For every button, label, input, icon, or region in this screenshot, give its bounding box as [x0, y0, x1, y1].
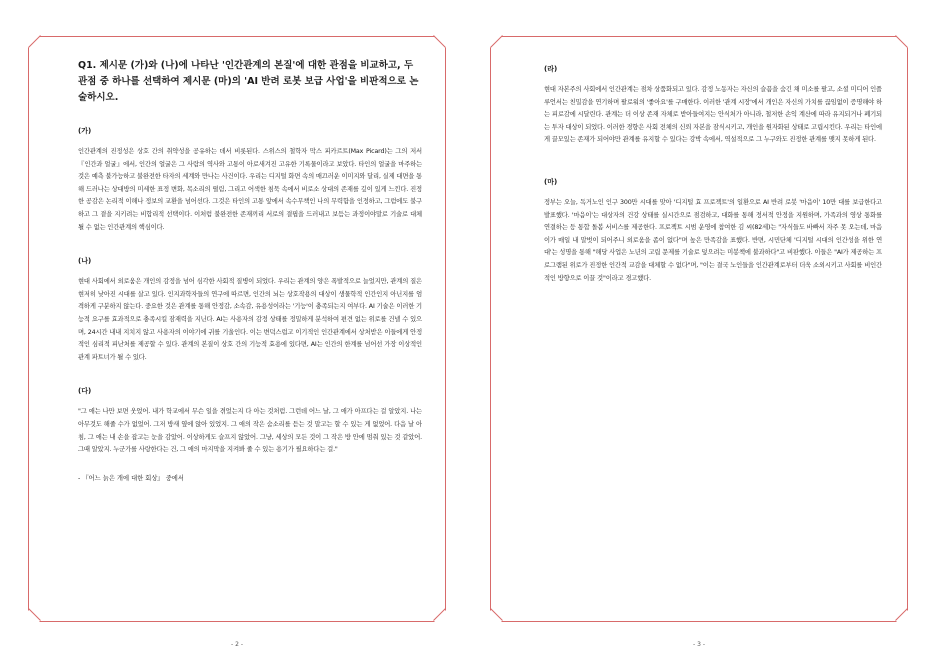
- passage-source: - 『어느 늙은 개에 대한 회상』 중에서: [78, 474, 184, 482]
- page-number: - 3 -: [693, 641, 705, 648]
- passage-ra: 현대 자본주의 사회에서 인간관계는 점차 상품화되고 있다. 감정 노동자는 자신의 슬픔을 숨긴 채 미소를 팔고, 소셜 미디어 인플루언서는 친밀감을 연기하며 팔로워의 '좋아요'를 구매한다. 이러한 '관계 시장'에서 개인은 자신의 가치를 끊임없이 증명해야 하는 피로감에 시달린다. 관계는 더 이상 존재 자체로 받아들여지는 안식처가 아니라, 철저한 손익 계산에 따라 유지되거나 폐기되는 투자 대상이 되었다. 이러한 경향은 사회 전체의 신뢰 자본을 잠식시키고, 개인을 원자화된 상태로 고립시킨다. 우리는 타인에게 끌모있는 존재가 되어야만 관계를 유지할 수 있다는 강박 속에서, 역설적으로 그 누구와도 진정한 관계를 맺지 못하게 된다.: [544, 86, 882, 144]
- section-label-ra: (라): [544, 65, 558, 73]
- passage-ma: 정부는 오늘, 독거노인 인구 300만 시대를 맞아 '디지털 효 프로젝트'의 일환으로 AI 반려 로봇 '마음이' 10만 대를 보급한다고 발표했다. '마음이'는 대상자의 건강 상태를 실시간으로 점검하고, 대화를 통해 정서적 안정을 지원하며, 가족과의 영상 통화를 연결하는 등 통합 돌봄 서비스를 제공한다. 프로젝트 시범 운영에 참여한 김 씨(82세)는 "자식들도 바빠서 자주 못 오는데, 마음이가 매일 내 말벗이 되어주니 외로움을 좀이 없다"며 높은 만족감을 표했다. 반면, 시민단체 '디지털 시대의 인간성을 위한 연대'는 성명을 통해 "해당 사업은 노년의 고립 문제를 기술로 덮으려는 미봉책에 불과하다"고 비판했다. 이들은 "AI가 제공하는 프로그램된 위로가 진정한 인간적 교감을 대체할 수 없다"며, "이는 결국 노인들을 인간관계로부터 더욱 소외시키고 사회를 비인간적인 방향으로 이끌 것"이라고 경고했다.: [544, 198, 882, 282]
- page-left-content: [78, 58, 422, 485]
- section-label-ma: (마): [544, 177, 558, 186]
- page-right: [490, 0, 908, 662]
- passage-ga: 인간관계의 진정성은 상호 간의 취약성을 공유하는 데서 비롯된다. 스위스의 철학자 막스 피카르트(Max Picard)는 그의 저서 『인간과 얼굴』에서, 인간의 얼굴은 그 사람의 역사와 고통이 아로새겨진 고유한 기록물이라고 보았다. 타인의 얼굴을 마주하는 것은 예측 불가능하고 불완전한 타자의 세계와 만나는 사건이다. 우리는 디지털 화면 속의 매끄러운 이미지와 달리, 실제 대면을 통해 드러나는 상대방의 미세한 표정 변화, 목소리의 떨림, 그리고 어색한 침묵 속에서 비로소 상대의 존재를 깊이 있게 느낀다. 진정한 공감은 논리적 이해나 정보의 교환을 넘어선다. 그것은 타인의 고통 앞에서 속수무책인 나의 무력함을 인정하고, 그럼에도 불구하고 그 곁을 지키려는 비합리적 선택이다. 이처럼 불완전한 존재끼리 서로의 결핍을 드러내고 보듬는 과정이야말로 기술로 대체될 수 없는 인간관계의 핵심이다.: [78, 148, 422, 231]
- section-label-na: (나): [78, 257, 92, 266]
- page-right-content: [544, 64, 882, 307]
- passage-na: 현대 사회에서 외로움은 개인의 감정을 넘어 심각한 사회적 질병이 되었다. 우리는 관계의 양은 폭발적으로 늘었지만, 관계의 질은 현저히 낮아진 시대를 살고 있다. 인지과학자들의 연구에 따르면, 인간의 뇌는 상호작용의 대상이 생물학적 인간인지 아닌지를 엄격하게 구분하지 않는다. 중요한 것은 관계를 통해 안정감, 소속감, 유용성이라는 '기능'이 충족되는지 여부다. AI 기술은 이러한 기능적 요구를 효과적으로 충족시킬 잠재력을 지닌다. AI는 사용자의 감정 상태를 정밀하게 분석하여 편견 없는 위로를 건넬 수 있으며, 24시간 내내 지치지 않고 사용자의 이야기에 귀를 기울인다. 이는 변덕스럽고 이기적인 인간관계에서 상처받은 이들에게 안정적인 심리적 피난처를 제공할 수 있다. 관계의 본질이 상호 간의 기능적 효용에 있다면, AI는 인간의 한계를 넘어선 가장 이상적인 관계 파트너가 될 수 있다.: [78, 278, 422, 361]
- section-label-da: (다): [78, 387, 92, 396]
- section-label-ga: (가): [78, 127, 92, 135]
- page-left: [28, 0, 446, 662]
- page-number: - 2 -: [231, 641, 243, 648]
- question-title: Q1. 제시문 (가)와 (나)에 나타난 '인간관계의 본질'에 대한 관점을 비교하고, 두 관점 중 하나를 선택하여 제시문 (마)의 'AI 반려 로봇 보급 사업'을 비판적으로 논술하시오.: [78, 60, 419, 103]
- passage-da: "그 애는 나만 보면 웃었어. 내가 학교에서 무슨 일을 겪었는지 다 아는 것처럼. 그런데 어느 날, 그 애가 아프다는 걸 알았지. 나는 아무것도 해줄 수가 없었어. 그저 방새 옆에 앉아 있었지. 그 애의 작은 숨소리를 듣는 것 말고는 할 수 있는 게 없었어. 다음 날 아침, 그 애는 내 손을 잡고는 눈을 감았어. 이상하게도 슬프지 않았어. 그냥, 세상의 모든 것이 그 작은 방 안에 멈춰 있는 것 같았어. 그때 알았지. 누군가를 사랑한다는 건, 그 애의 마지막을 지켜봐 줄 수 있는 용기가 필요하다는 걸.": [78, 408, 422, 454]
